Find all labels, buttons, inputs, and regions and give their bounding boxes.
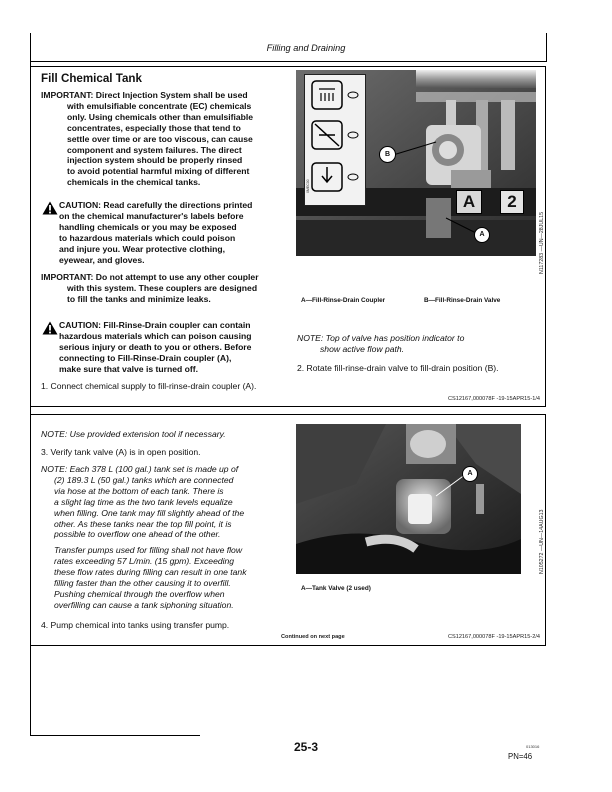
tank-valve-photo — [296, 424, 521, 574]
decal-a: A — [456, 190, 482, 214]
note-line: NOTE: Each 378 L (100 gal.) tank set is made up of — [41, 464, 239, 474]
note-line: other. As these tanks near the top fill point, it is — [54, 518, 232, 529]
decal-code: 0MEC00 — [306, 179, 310, 193]
fill-rinse-drain-photo — [296, 70, 536, 256]
note-line: Transfer pumps used for filling shall not have flow — [54, 545, 243, 555]
note-line: show active flow path. — [320, 343, 405, 354]
callout-lines — [296, 424, 521, 574]
page-number: 25-3 — [293, 740, 319, 754]
note-valve-indicator — [297, 333, 464, 355]
caution-1-line: on the chemical manufacturer's labels before — [59, 210, 244, 221]
important-1-line: chemicals in the chemical tanks. — [67, 177, 201, 188]
important-1-line: injection system should be properly rinsed — [67, 155, 243, 166]
callout-lines — [296, 70, 536, 256]
important-2 — [41, 272, 301, 305]
callout-a: A — [462, 466, 478, 482]
note-tank-set — [41, 464, 296, 540]
note-line: filling faster than the other causing it to overfill. — [54, 577, 231, 588]
important-1-line: with emulsifiable concentrate (EC) chemicals — [67, 100, 252, 111]
section1-title: Fill Chemical Tank — [41, 72, 142, 85]
caution-1-line: handling chemicals or you may be exposed — [59, 221, 237, 232]
caution-1-line: to hazardous materials which could poison — [59, 232, 236, 243]
callout-a: A — [474, 227, 490, 243]
note-transfer-pumps — [54, 545, 299, 610]
note-line: NOTE: Top of valve has position indicator to — [297, 333, 465, 343]
important-1-line: concentrates, especially those that tend to — [67, 122, 241, 133]
caption-b-valve: B—Fill-Rinse-Drain Valve — [424, 297, 501, 304]
note-line: overfilling can cause a tank siphoning situation. — [54, 599, 234, 610]
footer-pn: PN=46 — [508, 752, 533, 761]
caution-2-line: CAUTION: Fill-Rinse-Drain coupler can contain — [59, 320, 251, 330]
important-2-line: IMPORTANT: Do not attempt to use any other coupler — [41, 272, 259, 282]
decal-2: 2 — [500, 190, 524, 214]
important-1 — [41, 90, 291, 188]
step-2: 2. Rotate fill-rinse-drain valve to fill-drain position (B). — [297, 363, 499, 373]
footer-rule — [30, 735, 200, 736]
section2-ref: CS12167,000078F -19-15APR15-2/4 — [447, 634, 540, 640]
step-4: 4. Pump chemical into tanks using transfer pump. — [41, 620, 230, 630]
caution-1-line: eyewear, and gloves. — [59, 254, 145, 265]
callout-b: B — [379, 146, 396, 163]
note-line: a slight lag time as the two tank levels equalize — [54, 496, 233, 507]
caution-2-line: hazardous materials which can poison causing — [59, 330, 252, 341]
important-1-line: component and system failures. The direct — [67, 144, 242, 155]
caution-1 — [42, 200, 292, 265]
caution-2-line: connecting to Fill-Rinse-Drain coupler (A), — [59, 352, 232, 363]
note-line: via hose at the bottom of each tank. There is — [54, 485, 224, 496]
image-2-id: N105272 —UN—14AUG13 — [539, 509, 545, 574]
image-1-id: N117283 —UN—28JUL15 — [539, 211, 545, 274]
note-line: Pushing chemical through the overflow when — [54, 588, 225, 599]
note-line: possible to overflow one ahead of the other. — [54, 529, 221, 540]
important-1-line: only. Using chemicals other than emulsifiable — [67, 111, 254, 122]
section1-ref: CS12167,000078F -19-15APR15-1/4 — [447, 396, 540, 402]
note-line: when filling. One tank may fill slightly ahead of the — [54, 507, 245, 518]
caption-a-coupler: A—Fill-Rinse-Drain Coupler — [301, 297, 386, 304]
important-1-line: to avoid potential harmful mixing of different — [67, 166, 250, 177]
caution-2-line: make sure that valve is turned off. — [59, 363, 198, 374]
important-2-line: to fill the tanks and minimize leaks. — [67, 293, 211, 304]
footer-small-code: 013016 — [526, 744, 540, 749]
caution-1-line: and injure you. Wear protective clothing, — [59, 243, 226, 254]
important-1-line: IMPORTANT: Direct Injection System shall be used — [41, 90, 248, 100]
note-line: rates exceeding 57 L/min. (15 gpm). Exceeding — [54, 555, 235, 566]
page-header-title: Filling and Draining — [266, 43, 346, 53]
note-line: (2) 189.3 L (50 gal.) tanks which are connected — [54, 474, 234, 485]
continued-next-page: Continued on next page — [281, 634, 345, 640]
caution-1-line: CAUTION: Read carefully the directions printed — [59, 200, 253, 210]
step-3: 3. Verify tank valve (A) is in open position. — [41, 447, 201, 457]
step-1: 1. Connect chemical supply to fill-rinse-drain coupler (A). — [41, 381, 257, 391]
important-2-line: with this system. These couplers are designed — [67, 282, 258, 293]
caption-a-tank-valve: A—Tank Valve (2 used) — [301, 585, 371, 592]
important-1-line: settle over time or are too viscous, can cause — [67, 133, 253, 144]
note-line: these flow rates during filling can result in one tank — [54, 566, 247, 577]
caution-2-line: serious injury or death to you or others. Before — [59, 341, 252, 352]
caution-2 — [42, 320, 297, 375]
note-extension-tool: NOTE: Use provided extension tool if necessary. — [41, 429, 226, 439]
header-rule — [30, 61, 547, 62]
